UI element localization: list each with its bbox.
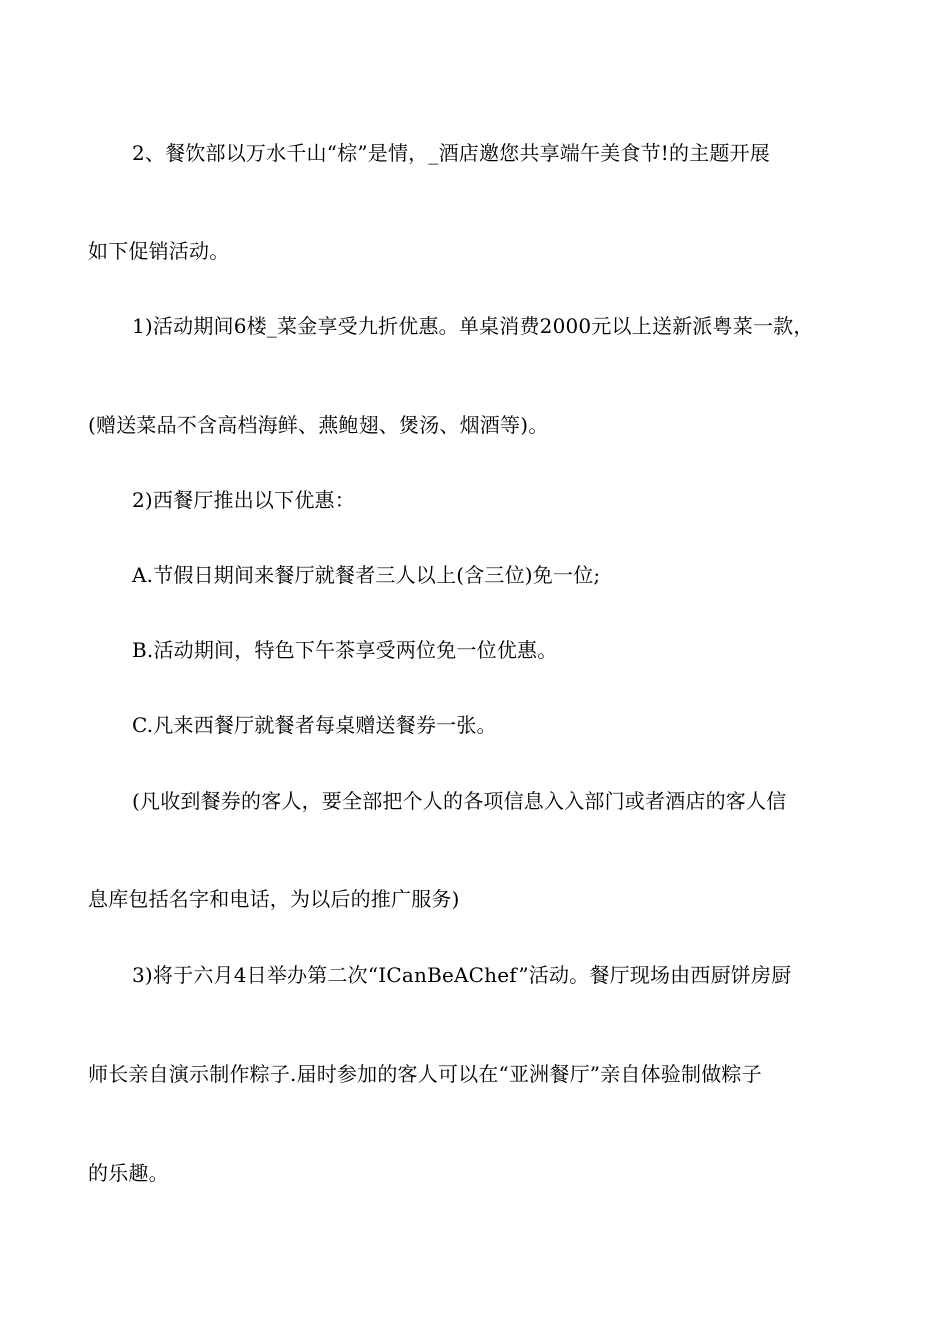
- item-2-a: A.节假日期间来餐厅就餐者三人以上(含三位)免一位;: [132, 563, 601, 587]
- item-1-line-2: (赠送菜品不含高档海鲜、燕鲍翅、煲汤、烟酒等)。: [88, 413, 549, 437]
- item-2-note-line-2: 息库包括名字和电话，为以后的推广服务): [88, 887, 460, 911]
- item-3-line-3: 的乐趣。: [88, 1161, 169, 1185]
- item-2-c: C.凡来西餐厅就餐者每桌赠送餐券一张。: [132, 713, 497, 737]
- item-2-b: B.活动期间，特色下午茶享受两位免一位优惠。: [132, 638, 558, 662]
- paragraph-2-line-2: 如下促销活动。: [88, 239, 230, 263]
- item-1-line-1: 1)活动期间6楼_菜金享受九折优惠。单桌消费2000元以上送新派粤菜一款，: [132, 314, 814, 338]
- item-2-note-line-1: (凡收到餐券的客人，要全部把个人的各项信息入入部门或者酒店的客人信: [132, 789, 787, 813]
- paragraph-2-line-1: 2、餐饮部以万水千山“棕”是情，_酒店邀您共享端午美食节!的主题开展: [132, 141, 771, 165]
- item-2-heading: 2)西餐厅推出以下优惠：: [132, 488, 355, 512]
- item-3-line-2: 师长亲自演示制作粽子.届时参加的客人可以在“亚洲餐厅”亲自体验制做粽子: [88, 1062, 762, 1086]
- item-3-line-1: 3)将于六月4日举办第二次“ICanBeAChef”活动。餐厅现场由西厨饼房厨: [132, 963, 792, 987]
